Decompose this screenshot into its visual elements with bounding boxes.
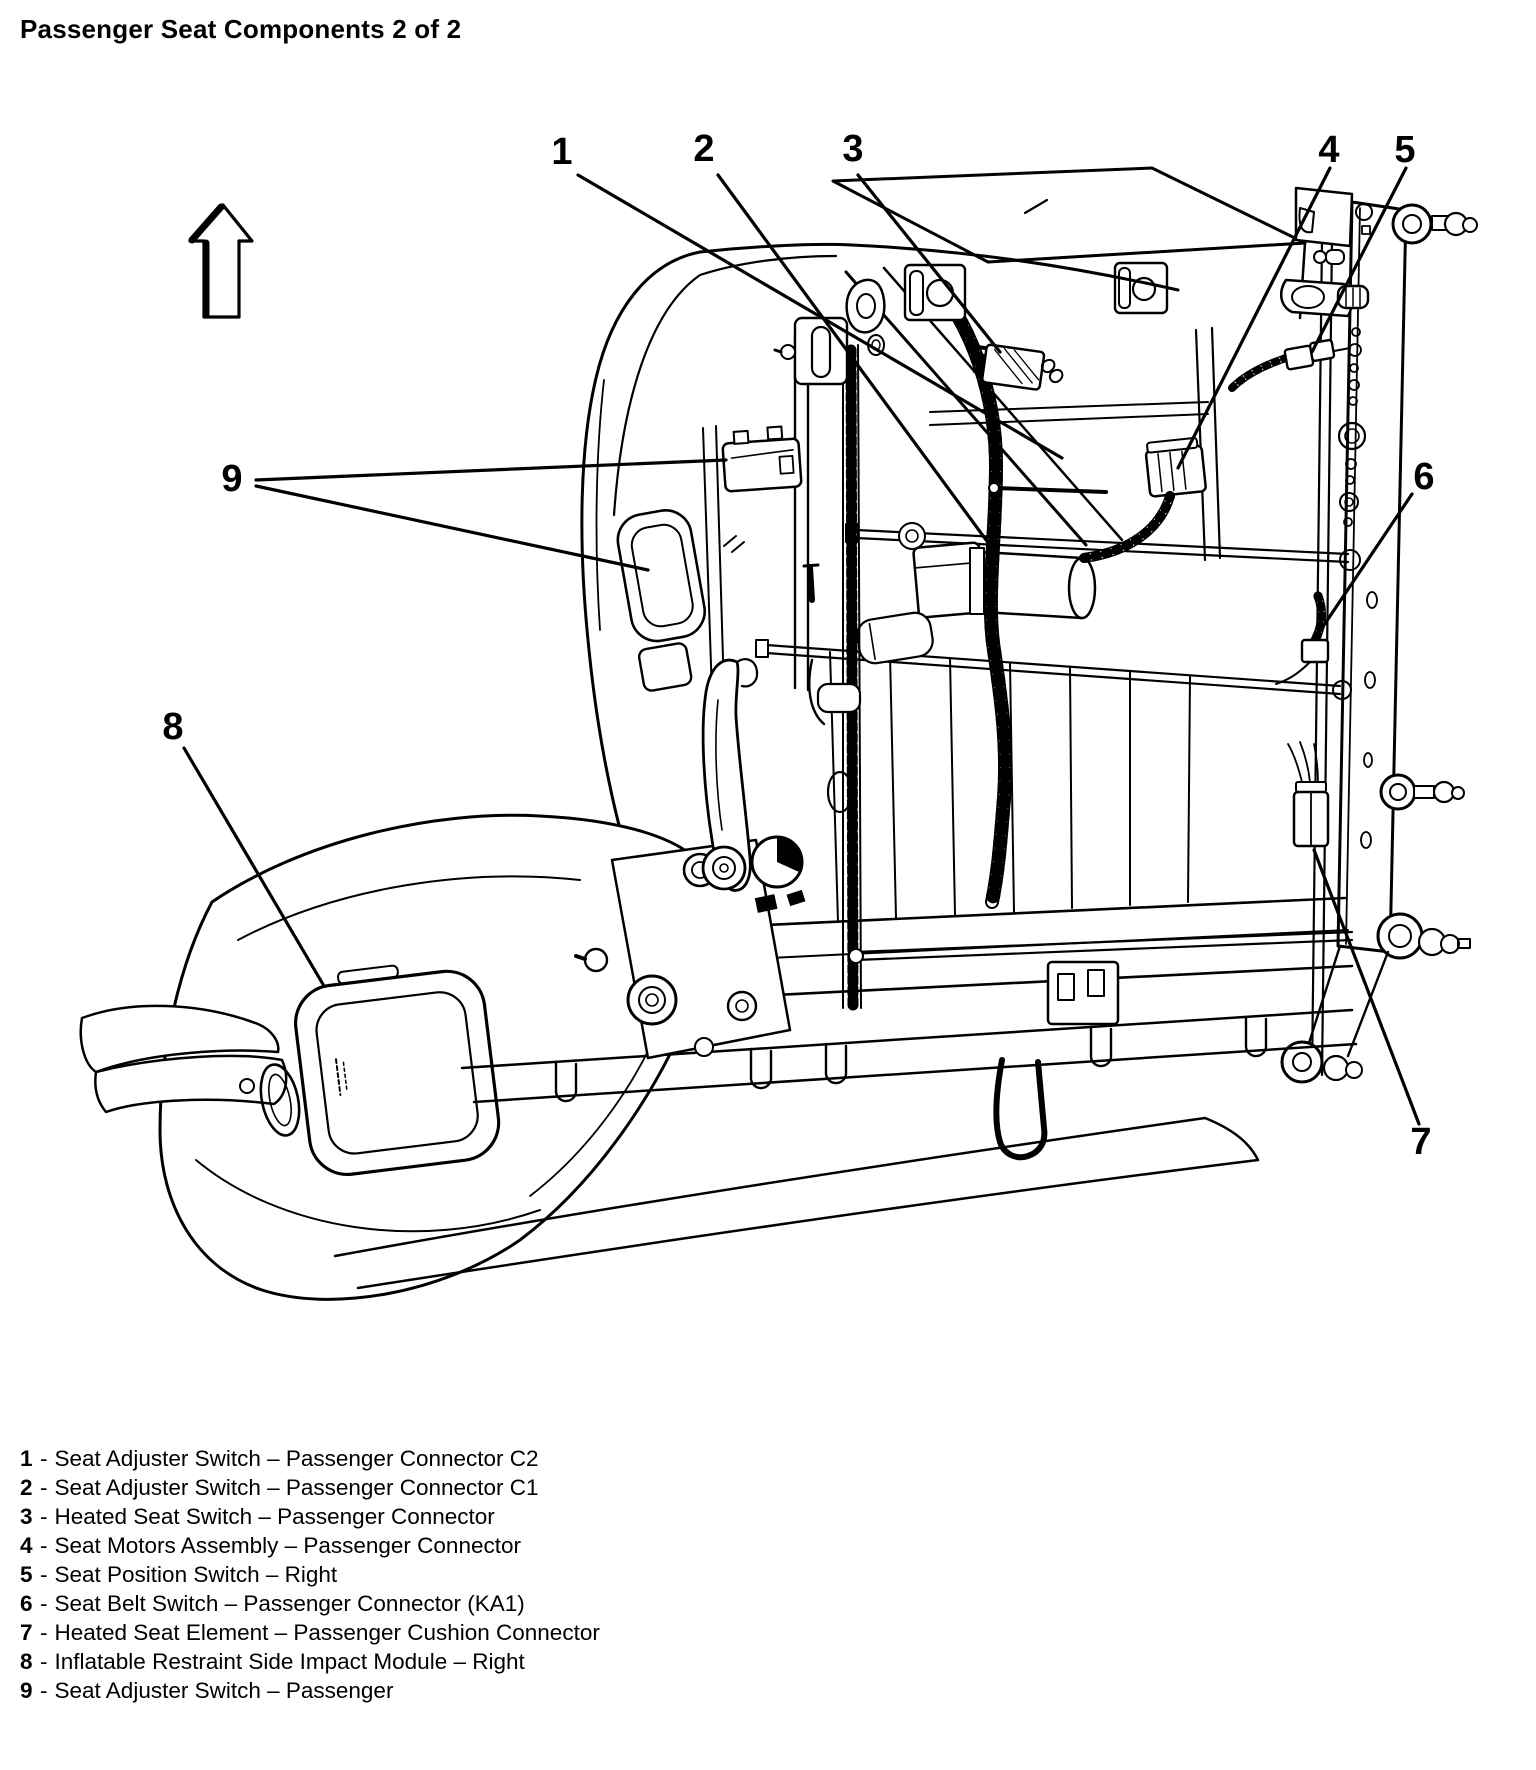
cushion-trim-horn xyxy=(81,1006,286,1112)
legend-item-6: 6 - Seat Belt Switch – Passenger Connector (KA1) xyxy=(20,1591,525,1616)
legend-item-text: Seat Adjuster Switch – Passenger Connector C2 xyxy=(54,1446,539,1471)
up-arrow-icon xyxy=(190,205,252,317)
legend-item-text: Heated Seat Element – Passenger Cushion Connector xyxy=(54,1620,600,1645)
callout-1: 1 xyxy=(551,131,573,173)
leader-9a xyxy=(256,460,726,480)
legend-item-text: Seat Motors Assembly – Passenger Connector xyxy=(54,1533,521,1558)
recliner-handle xyxy=(703,659,757,890)
legend-item-text: Seat Adjuster Switch – Passenger Connector C1 xyxy=(54,1475,539,1500)
legend-item-4: 4 - Seat Motors Assembly – Passenger Connector xyxy=(20,1533,521,1558)
legend-item-text: Seat Belt Switch – Passenger Connector (KA1) xyxy=(54,1591,525,1616)
callout-6: 6 xyxy=(1413,456,1435,498)
callout-4: 4 xyxy=(1318,129,1340,171)
callout-5: 5 xyxy=(1394,129,1416,171)
seat-motor-assembly xyxy=(855,483,1106,666)
callout-9: 9 xyxy=(221,458,243,500)
legend-item-text: Heated Seat Switch – Passenger Connector xyxy=(54,1504,495,1529)
legend-item-3: 3 - Heated Seat Switch – Passenger Connector xyxy=(20,1504,495,1529)
legend-item-text: Seat Adjuster Switch – Passenger xyxy=(54,1678,394,1703)
legend-item-5: 5 - Seat Position Switch – Right xyxy=(20,1562,338,1587)
callout-2: 2 xyxy=(693,128,715,170)
connector-heated-seat-element xyxy=(1288,742,1328,846)
connector-seat-position-switch xyxy=(1232,340,1350,388)
seat-adjuster-switch xyxy=(722,425,802,491)
legend-item-7: 7 - Heated Seat Element – Passenger Cushion Connector xyxy=(20,1620,600,1645)
switch-bezel xyxy=(614,506,709,692)
right-frame-rail xyxy=(1281,188,1477,1082)
legend-item-8: 8 - Inflatable Restraint Side Impact Module – Right xyxy=(20,1649,525,1674)
callout-8: 8 xyxy=(162,706,184,748)
legend xyxy=(20,1444,600,1705)
leader-9b xyxy=(256,486,648,570)
connector-seat-motors xyxy=(1084,437,1206,558)
recliner-gear-rack xyxy=(843,345,861,1008)
connector-seat-belt-switch xyxy=(1276,596,1328,684)
legend-item-1: 1 - Seat Adjuster Switch – Passenger Connector C2 xyxy=(20,1446,539,1471)
legend-item-text: Seat Position Switch – Right xyxy=(54,1562,338,1587)
callout-3: 3 xyxy=(842,128,864,170)
page-title: Passenger Seat Components 2 of 2 xyxy=(20,14,462,44)
connector-heated-seat-switch xyxy=(972,343,1063,390)
legend-item-9: 9 - Seat Adjuster Switch – Passenger xyxy=(20,1678,394,1703)
legend-item-2: 2 - Seat Adjuster Switch – Passenger Connector C1 xyxy=(20,1475,539,1500)
legend-item-text: Inflatable Restraint Side Impact Module – Right xyxy=(54,1649,525,1674)
callout-7: 7 xyxy=(1410,1121,1432,1163)
